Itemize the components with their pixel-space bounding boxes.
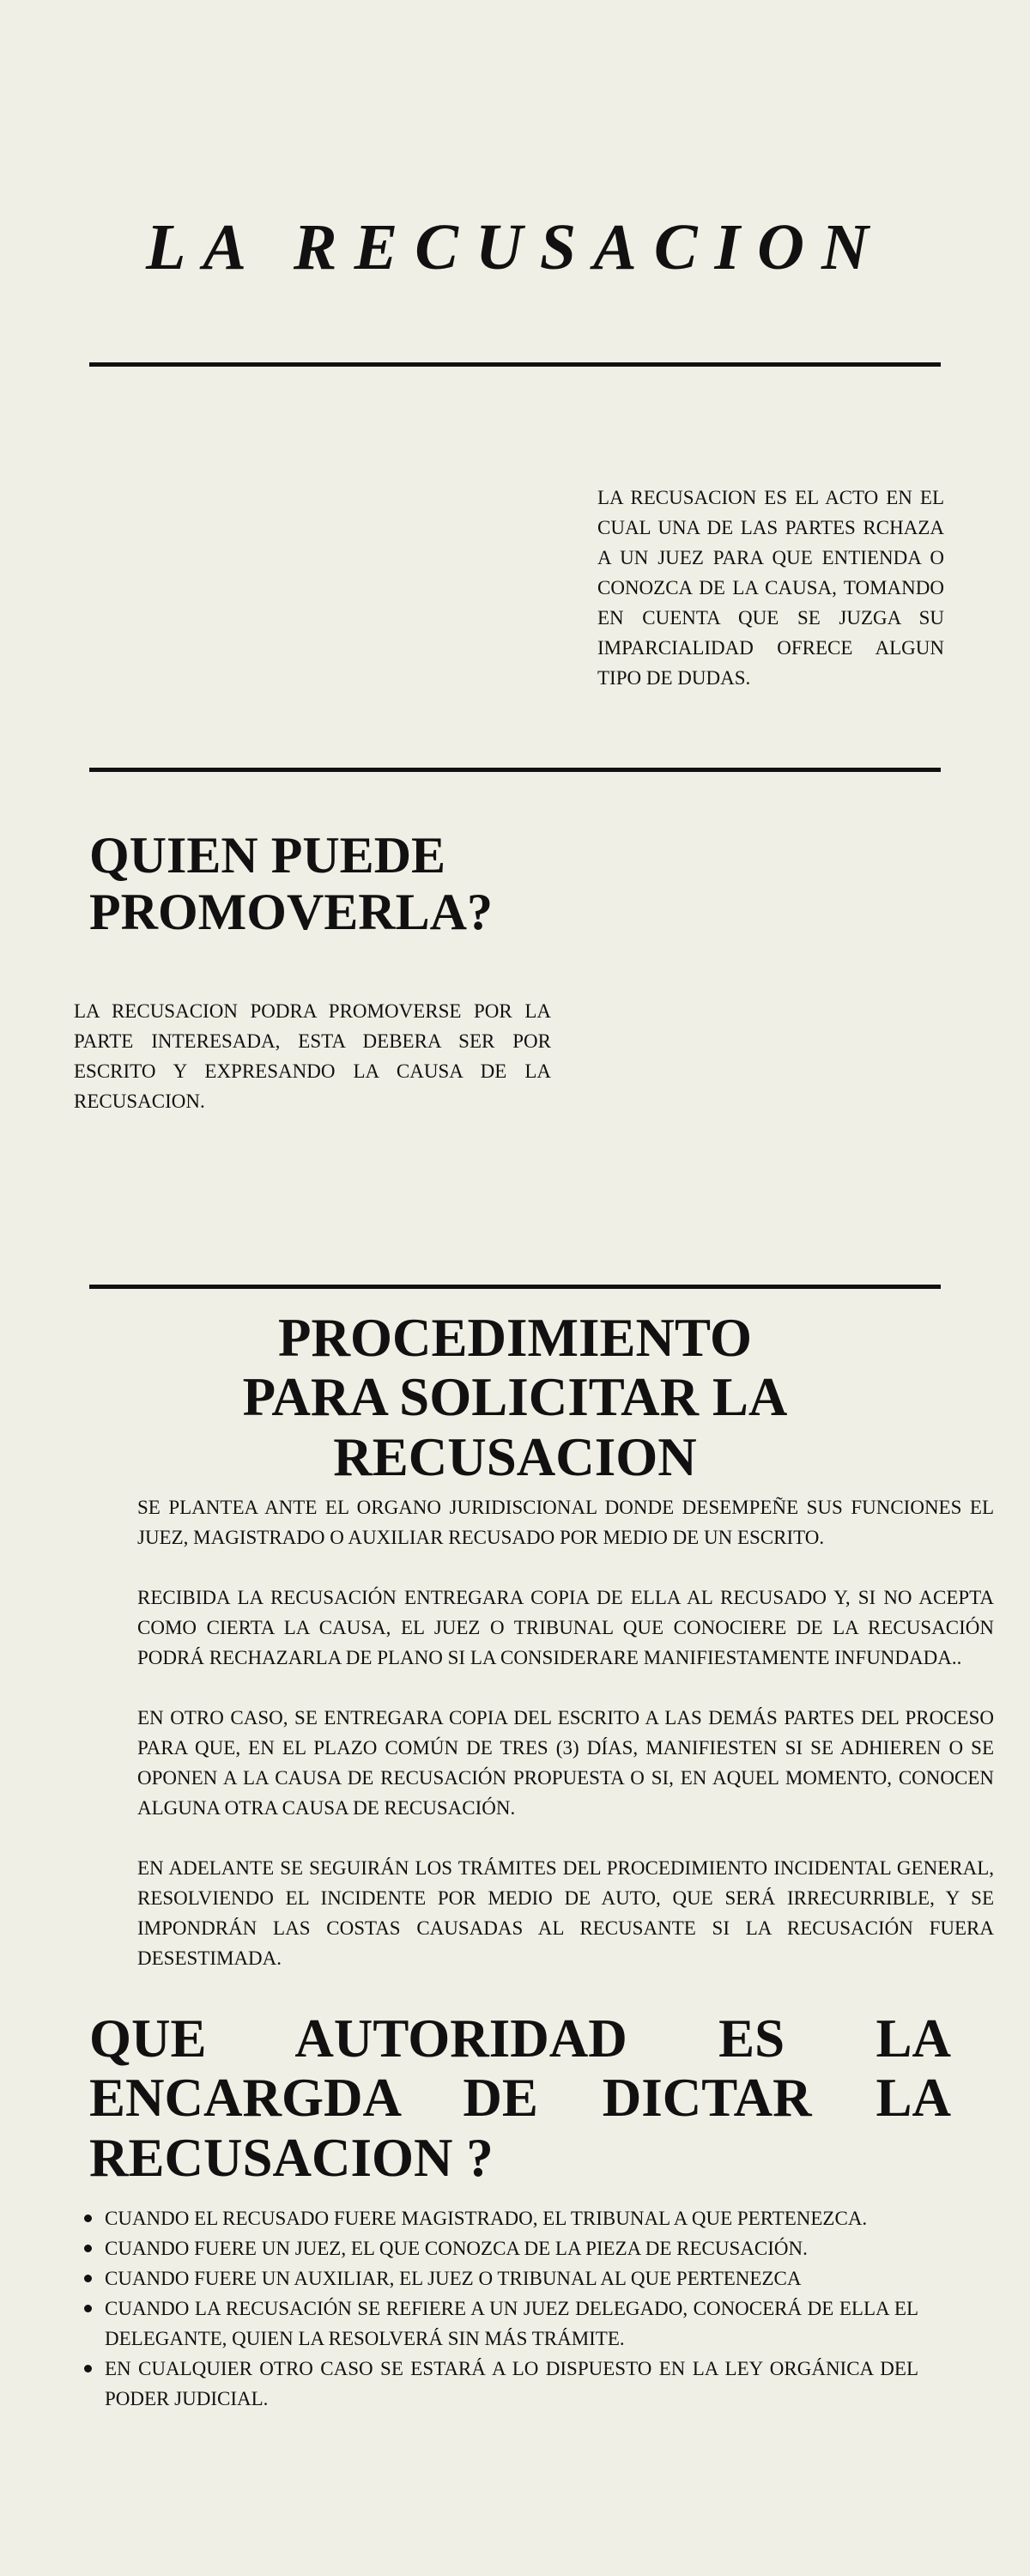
who-heading-line-2: PROMOVERLA? (89, 884, 493, 940)
bullet-icon (84, 2245, 92, 2252)
procedure-paragraph: EN OTRO CASO, SE ENTREGARA COPIA DEL ESCRITO A LAS DEMÁS PARTES DEL PROCESO PARA QUE, EN EL PLAZO COMÚN DE TRES (3) DÍAS, MANIFIESTEN SI SE ADHIEREN O SE OPONEN A LA CAUSA DE RECUSACIÓN PROPUESTA O SI, EN AQUEL MOMENTO, CONOCEN ALGUNA OTRA CAUSA DE RECUSACIÓN. (137, 1707, 994, 1819)
authority-heading-line-2: ENCARGDA DE DICTAR LA (89, 2068, 951, 2129)
list-item-text: CUANDO EL RECUSADO FUERE MAGISTRADO, EL TRIBUNAL A QUE PERTENEZCA. (105, 2208, 868, 2229)
divider (89, 768, 941, 772)
divider (89, 1285, 941, 1289)
authority-heading (89, 2009, 951, 2188)
procedure-heading-line-1: PROCEDIMIENTO (278, 1308, 752, 1368)
procedure-heading-line-3: RECUSACION (333, 1426, 697, 1487)
who-text: LA RECUSACION PODRA PROMOVERSE POR LA PARTE INTERESADA, ESTA DEBERA SER POR ESCRITO Y EXPRESANDO LA CAUSA DE LA RECUSACION. (74, 1000, 551, 1112)
procedure-heading (172, 1309, 858, 1487)
who-heading-line-1: QUIEN PUEDE (89, 827, 446, 884)
list-item-text: CUANDO FUERE UN AUXILIAR, EL JUEZ O TRIBUNAL AL QUE PERTENEZCA (105, 2268, 802, 2289)
list-item (105, 2354, 918, 2414)
bullet-icon (84, 2215, 92, 2222)
who-heading (89, 827, 493, 940)
authority-heading-line-3: RECUSACION ? (89, 2127, 494, 2188)
authority-heading-line-1: QUE AUTORIDAD ES LA (89, 2008, 951, 2069)
definition-text: LA RECUSACION ES EL ACTO EN EL CUAL UNA DE LAS PARTES RCHAZA A UN JUEZ PARA QUE ENTIENDA O CONOZCA DE LA CAUSA, TOMANDO EN CUENTA QUE SE JUZGA SU IMPARCIALIDAD OFRECE ALGUN TIPO DE DUDAS. (597, 487, 944, 689)
authority-list (88, 2203, 918, 2414)
list-item-text: CUANDO FUERE UN JUEZ, EL QUE CONOZCA DE LA PIEZA DE RECUSACIÓN. (105, 2238, 808, 2259)
procedure-body (137, 1492, 994, 2003)
list-item (105, 2203, 918, 2233)
list-item (105, 2263, 918, 2293)
bullet-icon (84, 2305, 92, 2312)
procedure-paragraph: SE PLANTEA ANTE EL ORGANO JURIDISCIONAL DONDE DESEMPEÑE SUS FUNCIONES EL JUEZ, MAGISTRADO O AUXILIAR RECUSADO POR MEDIO DE UN ESCRITO. (137, 1497, 994, 1548)
bullet-icon (84, 2365, 92, 2372)
list-item-text: EN CUALQUIER OTRO CASO SE ESTARÁ A LO DISPUESTO EN LA LEY ORGÁNICA DEL PODER JUDICIAL. (105, 2358, 918, 2409)
procedure-paragraph: EN ADELANTE SE SEGUIRÁN LOS TRÁMITES DEL PROCEDIMIENTO INCIDENTAL GENERAL, RESOLVIENDO EL INCIDENTE POR MEDIO DE AUTO, QUE SERÁ IRRECURRIBLE, Y SE IMPONDRÁN LAS COSTAS CAUSADAS AL RECUSANTE SI LA RECUSACIÓN FUERA DESESTIMADA. (137, 1857, 994, 1969)
list-item (105, 2233, 918, 2263)
list-item-text: CUANDO LA RECUSACIÓN SE REFIERE A UN JUEZ DELEGADO, CONOCERÁ DE ELLA EL DELEGANTE, QUIEN LA RESOLVERÁ SIN MÁS TRÁMITE. (105, 2298, 918, 2349)
page-title: LA RECUSACION (146, 211, 886, 283)
bullet-icon (84, 2275, 92, 2282)
list-item (105, 2293, 918, 2354)
procedure-paragraph: RECIBIDA LA RECUSACIÓN ENTREGARA COPIA DE ELLA AL RECUSADO Y, SI NO ACEPTA COMO CIERTA LA CAUSA, EL JUEZ O TRIBUNAL QUE CONOCIERE DE LA RECUSACIÓN PODRÁ RECHAZARLA DE PLANO SI LA CONSIDERARE MANIFIESTAMENTE INFUNDADA.. (137, 1587, 994, 1668)
divider (89, 362, 941, 367)
procedure-heading-line-2: PARA SOLICITAR LA (242, 1367, 788, 1428)
